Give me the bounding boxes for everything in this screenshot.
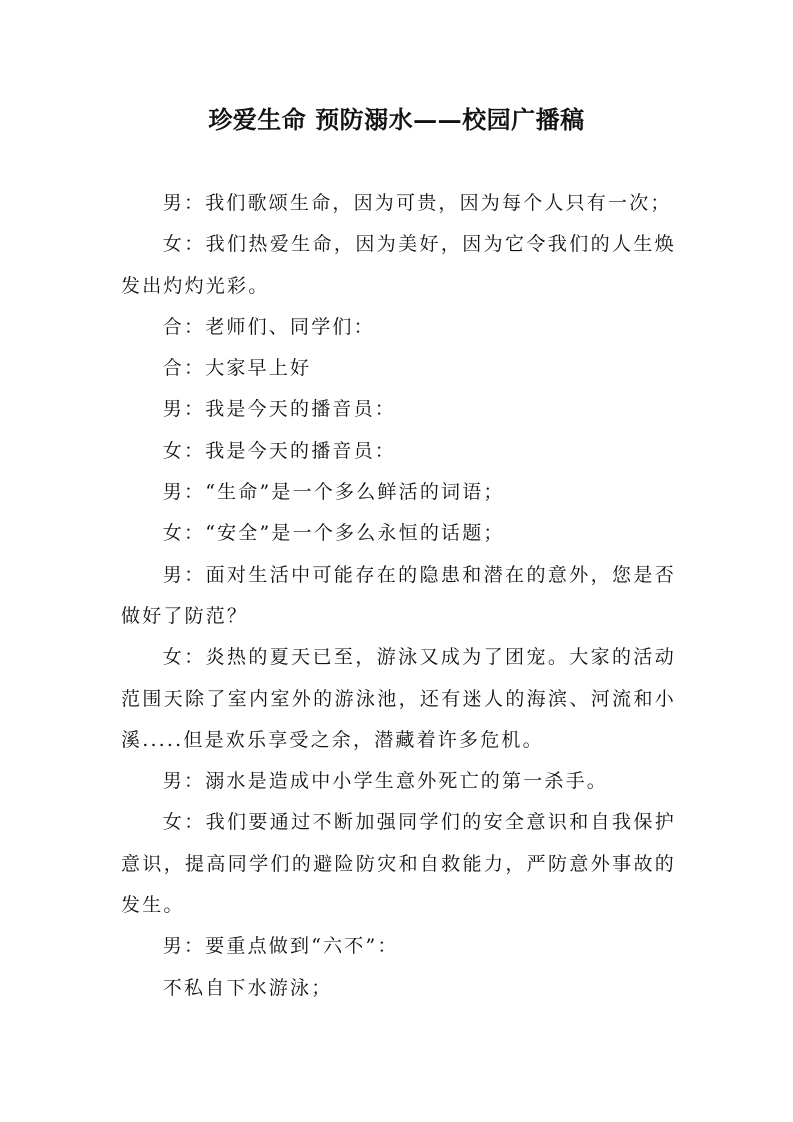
paragraph: 男：我们歌颂生命，因为可贵，因为每个人只有一次； [162,192,672,214]
paragraph: 女：炎热的夏天已至，游泳又成为了团宠。大家的活动范围天除了室内室外的游泳池，还有迷人的海滨、河流和小溪.....但是欢乐享受之余，潜藏着许多危机。 [121,646,676,751]
document-title: 珍爱生命 预防溺水——校园广播稿 [208,105,585,134]
paragraph: 女：我是今天的播音员： [162,439,396,462]
paragraph: 男：“生命”是一个多么鲜活的词语； [162,481,505,504]
paragraph: 合：大家早上好 [162,357,312,380]
paragraph: 女：“安全”是一个多么永恒的话题； [162,522,505,545]
paragraph: 男：面对生活中可能存在的隐患和潜在的意外，您是否做好了防范？ [121,563,676,627]
paragraph: 男：要重点做到“六不”： [162,935,399,958]
paragraph: 男：溺水是造成中小学生意外死亡的第一杀手。 [162,770,608,793]
paragraph: 女：我们热爱生命，因为美好，因为它令我们的人生焕发出灼灼光彩。 [121,233,676,297]
paragraph: 男：我是今天的播音员： [162,398,396,421]
paragraph: 女：我们要通过不断加强同学们的安全意识和自我保护意识，提高同学们的避险防灾和自救能力，严防意外事故的发生。 [121,811,676,917]
document-body [121,183,676,1009]
paragraph: 合：老师们、同学们： [162,315,375,338]
paragraph: 不私自下水游泳； [162,976,333,999]
